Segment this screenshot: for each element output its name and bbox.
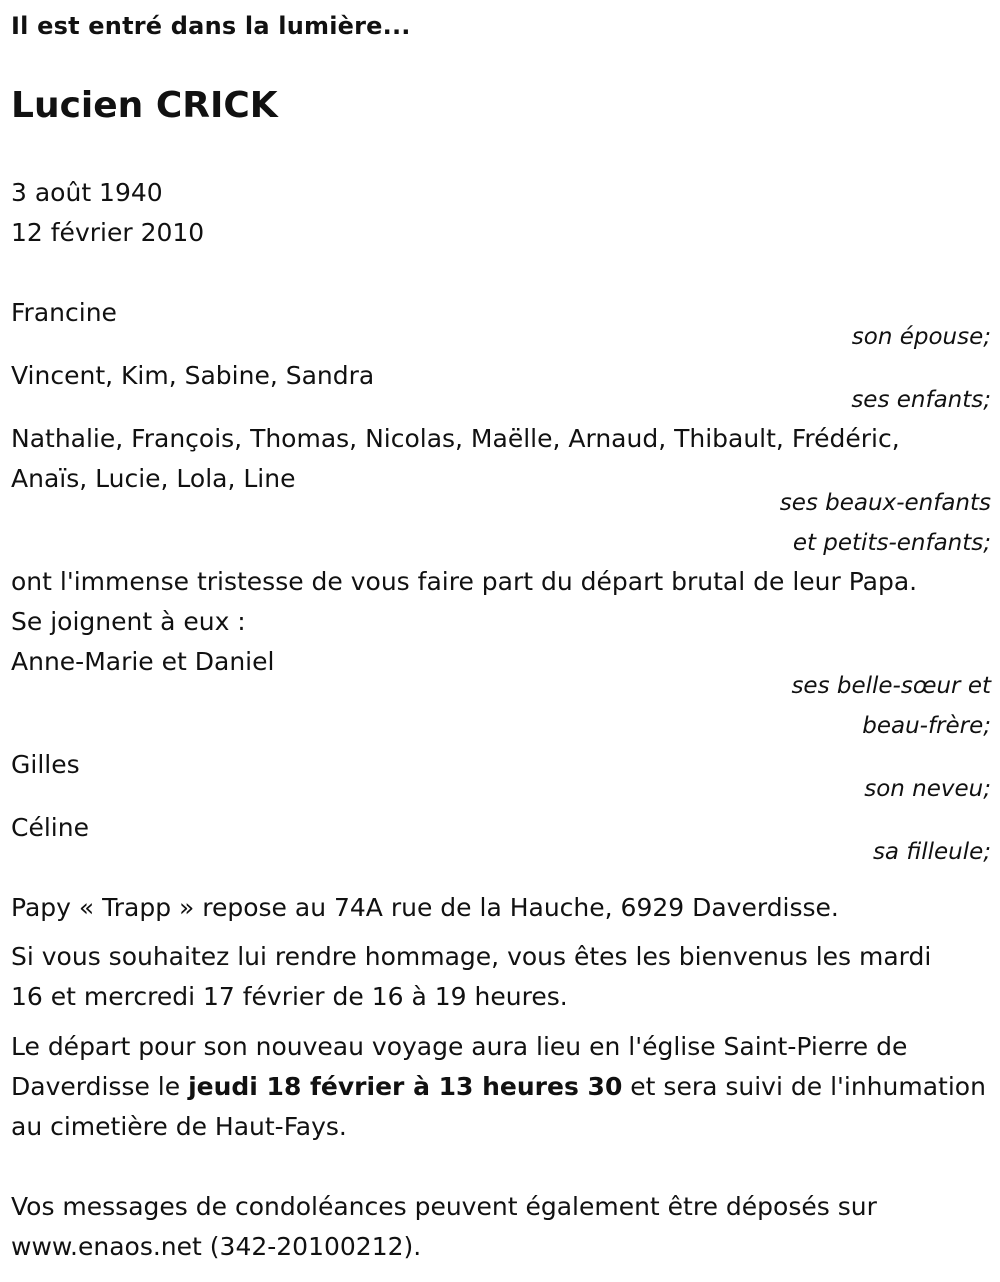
- funeral-paragraph: [11, 1027, 991, 1147]
- rest-location-paragraph: [11, 888, 991, 928]
- visitation-line-1: Si vous souhaitez lui rendre hommage, vous êtes les bienvenus les mardi: [11, 942, 932, 971]
- visitation-line-2: 16 et mercredi 17 février de 16 à 19 heures.: [11, 982, 568, 1011]
- announcement-text: ont l'immense tristesse de vous faire part du départ brutal de leur Papa.: [11, 567, 918, 596]
- funeral-line-2: [11, 1067, 991, 1107]
- condolence-line-2: www.enaos.net (342-20100212).: [11, 1232, 422, 1261]
- spouse-relation: son épouse;: [851, 324, 991, 350]
- funeral-line-2-start: Daverdisse le: [11, 1072, 189, 1101]
- funeral-line-2-end: et sera suivi de l'inhumation: [622, 1072, 986, 1101]
- birth-date: 3 août 1940: [11, 178, 163, 207]
- family-spouse: [11, 293, 991, 357]
- funeral-line-1: Le départ pour son nouveau voyage aura lieu en l'église Saint-Pierre de: [11, 1032, 908, 1061]
- nephew-relation: son neveu;: [864, 776, 991, 802]
- inlaws-names: Anne-Marie et Daniel: [11, 647, 275, 676]
- rest-location-text: Papy « Trapp » repose au 74A rue de la Hauche, 6929 Daverdisse.: [11, 893, 839, 922]
- condolence-paragraph: [11, 1187, 991, 1267]
- grandchildren-relation-line-2: et petits-enfants;: [792, 530, 991, 556]
- children-relation: ses enfants;: [851, 387, 991, 413]
- life-dates: [11, 173, 204, 253]
- goddaughter-name: Céline: [11, 813, 89, 842]
- family-goddaughter: [11, 808, 991, 872]
- family-children: [11, 356, 991, 420]
- grandchildren-names-line-2: Anaïs, Lucie, Lola, Line: [11, 464, 296, 493]
- joined-text: Se joignent à eux :: [11, 607, 246, 636]
- children-names: Vincent, Kim, Sabine, Sandra: [11, 361, 375, 390]
- spouse-name: Francine: [11, 298, 117, 327]
- visitation-paragraph: [11, 937, 991, 1017]
- inlaws-relation-line-1: ses belle-sœur et: [791, 673, 991, 699]
- announcement: [11, 562, 991, 746]
- grandchildren-relation-line-1: ses beaux-enfants: [779, 490, 991, 516]
- family-grandchildren: [11, 419, 991, 563]
- family-nephew: [11, 745, 991, 809]
- grandchildren-names-line-1: Nathalie, François, Thomas, Nicolas, Maëlle, Arnaud, Thibault, Frédéric,: [11, 424, 900, 453]
- death-date: 12 février 2010: [11, 218, 205, 247]
- funeral-date-time: jeudi 18 février à 13 heures 30: [188, 1072, 623, 1101]
- deceased-name: Lucien CRICK: [11, 85, 278, 126]
- funeral-line-3: au cimetière de Haut-Fays.: [11, 1112, 347, 1141]
- condolence-line-1: Vos messages de condoléances peuvent également être déposés sur: [11, 1192, 877, 1221]
- nephew-name: Gilles: [11, 750, 80, 779]
- goddaughter-relation: sa filleule;: [872, 839, 991, 865]
- intro-heading: Il est entré dans la lumière...: [11, 12, 411, 40]
- inlaws-relation-line-2: beau-frère;: [862, 713, 991, 739]
